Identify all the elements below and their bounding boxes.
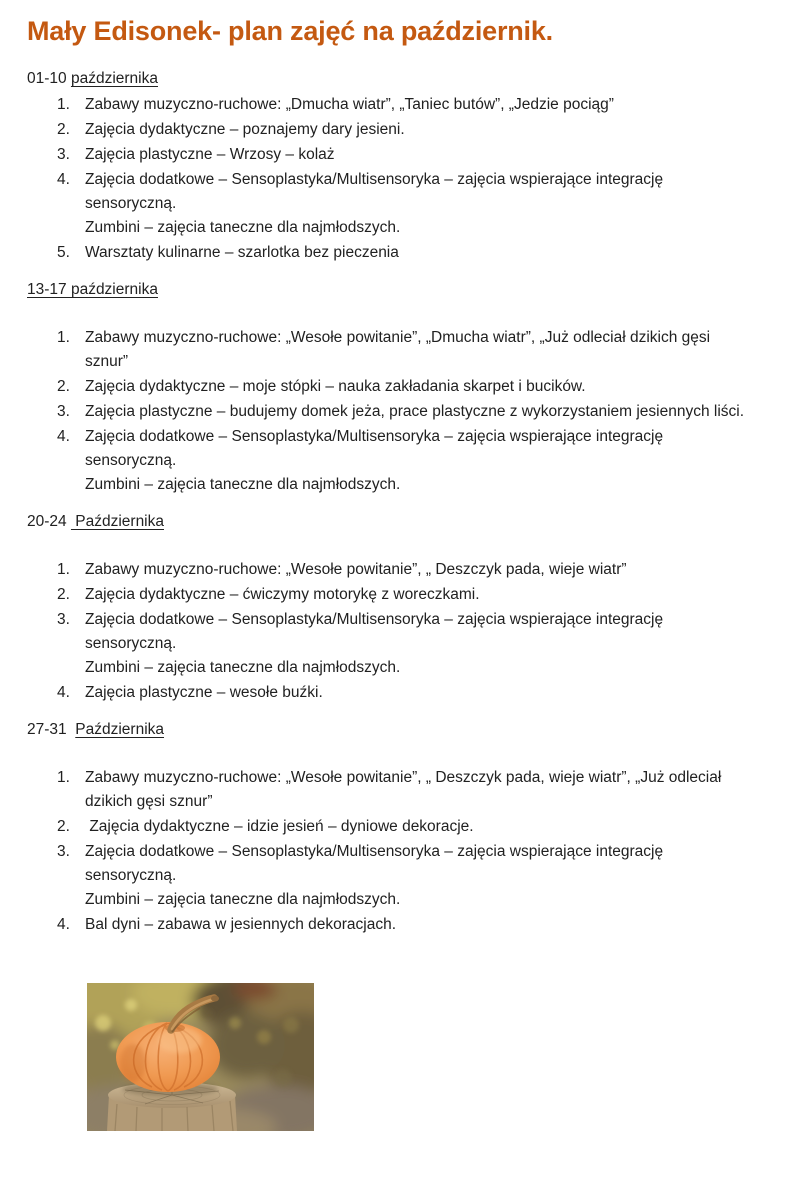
item-number: 1.	[57, 561, 70, 578]
item-number: 3.	[57, 611, 70, 628]
item-text-line: Zumbini – zajęcia taneczne dla najmłodszych.	[85, 219, 401, 236]
item-text-line: Zajęcia dydaktyczne – idzie jesień – dyniowe dekoracje.	[85, 818, 474, 835]
item-number: 4.	[57, 684, 70, 701]
item-number: 1.	[57, 96, 70, 113]
list-item	[27, 375, 775, 399]
item-text-line: Zajęcia dodatkowe – Sensoplastyka/Multisensoryka – zajęcia wspierające integrację	[85, 611, 664, 628]
item-text-line: Zabawy muzyczno-ruchowe: „Wesołe powitanie”, „ Deszczyk pada, wieje wiatr”, „Już odleciał	[85, 769, 722, 786]
list-item	[27, 608, 775, 680]
schedule-section	[27, 509, 775, 705]
item-number: 4.	[57, 428, 70, 445]
schedule-section	[27, 66, 775, 265]
item-text	[85, 241, 775, 265]
item-text-line: Zajęcia dodatkowe – Sensoplastyka/Multisensoryka – zajęcia wspierające integrację	[85, 428, 664, 445]
list-item	[27, 815, 775, 839]
section-heading-range: 01-10	[27, 70, 71, 87]
list-item	[27, 681, 775, 705]
item-text-line: sensoryczną.	[85, 452, 177, 469]
item-text	[85, 583, 775, 607]
item-text-line: Zabawy muzyczno-ruchowe: „Dmucha wiatr”, „Taniec butów”, „Jedzie pociąg”	[85, 96, 614, 113]
item-text-line: Zabawy muzyczno-ruchowe: „Wesołe powitanie”, „Dmucha wiatr”, „Już odleciał dzikich gęsi	[85, 329, 711, 346]
item-text-line: Zajęcia dodatkowe – Sensoplastyka/Multisensoryka – zajęcia wspierające integrację	[85, 171, 664, 188]
list-item	[27, 558, 775, 582]
section-heading-range: 20-24	[27, 513, 71, 530]
section-heading	[27, 717, 775, 742]
item-text	[85, 425, 775, 497]
item-text-line: Zumbini – zajęcia taneczne dla najmłodszych.	[85, 891, 401, 908]
pumpkin-photo-graphic	[87, 983, 314, 1131]
item-number: 4.	[57, 916, 70, 933]
item-number: 2.	[57, 586, 70, 603]
list-item	[27, 93, 775, 117]
section-heading-range: 27-31	[27, 721, 76, 738]
item-number: 4.	[57, 171, 70, 188]
item-text-line: Zumbini – zajęcia taneczne dla najmłodszych.	[85, 659, 401, 676]
section-heading	[27, 509, 775, 534]
item-text-line: Zajęcia dydaktyczne – moje stópki – nauka zakładania skarpet i bucików.	[85, 378, 586, 395]
activity-list	[27, 766, 775, 937]
item-number: 3.	[57, 403, 70, 420]
pumpkin-photo	[87, 983, 314, 1131]
list-item	[27, 766, 775, 814]
item-text	[85, 326, 775, 374]
item-number: 3.	[57, 843, 70, 860]
item-text	[85, 681, 775, 705]
activity-list	[27, 558, 775, 705]
list-item	[27, 913, 775, 937]
schedule-section	[27, 277, 775, 497]
item-text-line: Zajęcia dydaktyczne – ćwiczymy motorykę z woreczkami.	[85, 586, 480, 603]
item-number: 2.	[57, 121, 70, 138]
item-number: 3.	[57, 146, 70, 163]
item-text	[85, 913, 775, 937]
item-number: 1.	[57, 769, 70, 786]
schedule-section	[27, 717, 775, 937]
item-text	[85, 375, 775, 399]
activity-list	[27, 326, 775, 497]
item-text-line: Zabawy muzyczno-ruchowe: „Wesołe powitanie”, „ Deszczyk pada, wieje wiatr”	[85, 561, 627, 578]
section-heading	[27, 66, 775, 91]
item-text	[85, 93, 775, 117]
item-number: 2.	[57, 378, 70, 395]
activity-list	[27, 93, 775, 265]
item-text-line: Warsztaty kulinarne – szarlotka bez pieczenia	[85, 244, 399, 261]
item-text	[85, 118, 775, 142]
list-item	[27, 840, 775, 912]
item-text	[85, 815, 775, 839]
section-heading-date: października	[70, 70, 158, 87]
item-text-line: dzikich gęsi sznur”	[85, 793, 213, 810]
list-item	[27, 326, 775, 374]
item-text-line: Zajęcia plastyczne – Wrzosy – kolaż	[85, 146, 335, 163]
item-text	[85, 168, 775, 240]
item-text-line: sensoryczną.	[85, 867, 177, 884]
item-text-line: sensoryczną.	[85, 635, 177, 652]
item-text-line: Zumbini – zajęcia taneczne dla najmłodszych.	[85, 476, 401, 493]
item-text	[85, 608, 775, 680]
list-item	[27, 143, 775, 167]
item-text-line: Zajęcia dodatkowe – Sensoplastyka/Multisensoryka – zajęcia wspierające integrację	[85, 843, 664, 860]
page-title: Mały Edisonek- plan zajęć na październik.	[27, 16, 553, 46]
list-item	[27, 400, 775, 424]
list-item	[27, 241, 775, 265]
item-text	[85, 400, 775, 424]
sections	[27, 66, 775, 937]
item-text-line: sensoryczną.	[85, 195, 177, 212]
item-number: 1.	[57, 329, 70, 346]
item-text-line: Zajęcia dydaktyczne – poznajemy dary jesieni.	[85, 121, 405, 138]
item-text	[85, 558, 775, 582]
item-text	[85, 840, 775, 912]
list-item	[27, 425, 775, 497]
item-text-line: sznur”	[85, 353, 129, 370]
section-heading-date: Października	[70, 513, 164, 530]
item-text-line: Bal dyni – zabawa w jesiennych dekoracjach.	[85, 916, 397, 933]
section-heading-date: 13-17 października	[27, 281, 158, 298]
section-heading	[27, 277, 775, 302]
item-text	[85, 766, 775, 814]
list-item	[27, 583, 775, 607]
section-heading-date: Października	[75, 721, 165, 738]
item-text-line: Zajęcia plastyczne – wesołe buźki.	[85, 684, 323, 701]
item-text-line: Zajęcia plastyczne – budujemy domek jeża, prace plastyczne z wykorzystaniem jesiennych liści.	[85, 403, 745, 420]
list-item	[27, 168, 775, 240]
item-text	[85, 143, 775, 167]
item-number: 2.	[57, 818, 70, 835]
item-number: 5.	[57, 244, 70, 261]
list-item	[27, 118, 775, 142]
